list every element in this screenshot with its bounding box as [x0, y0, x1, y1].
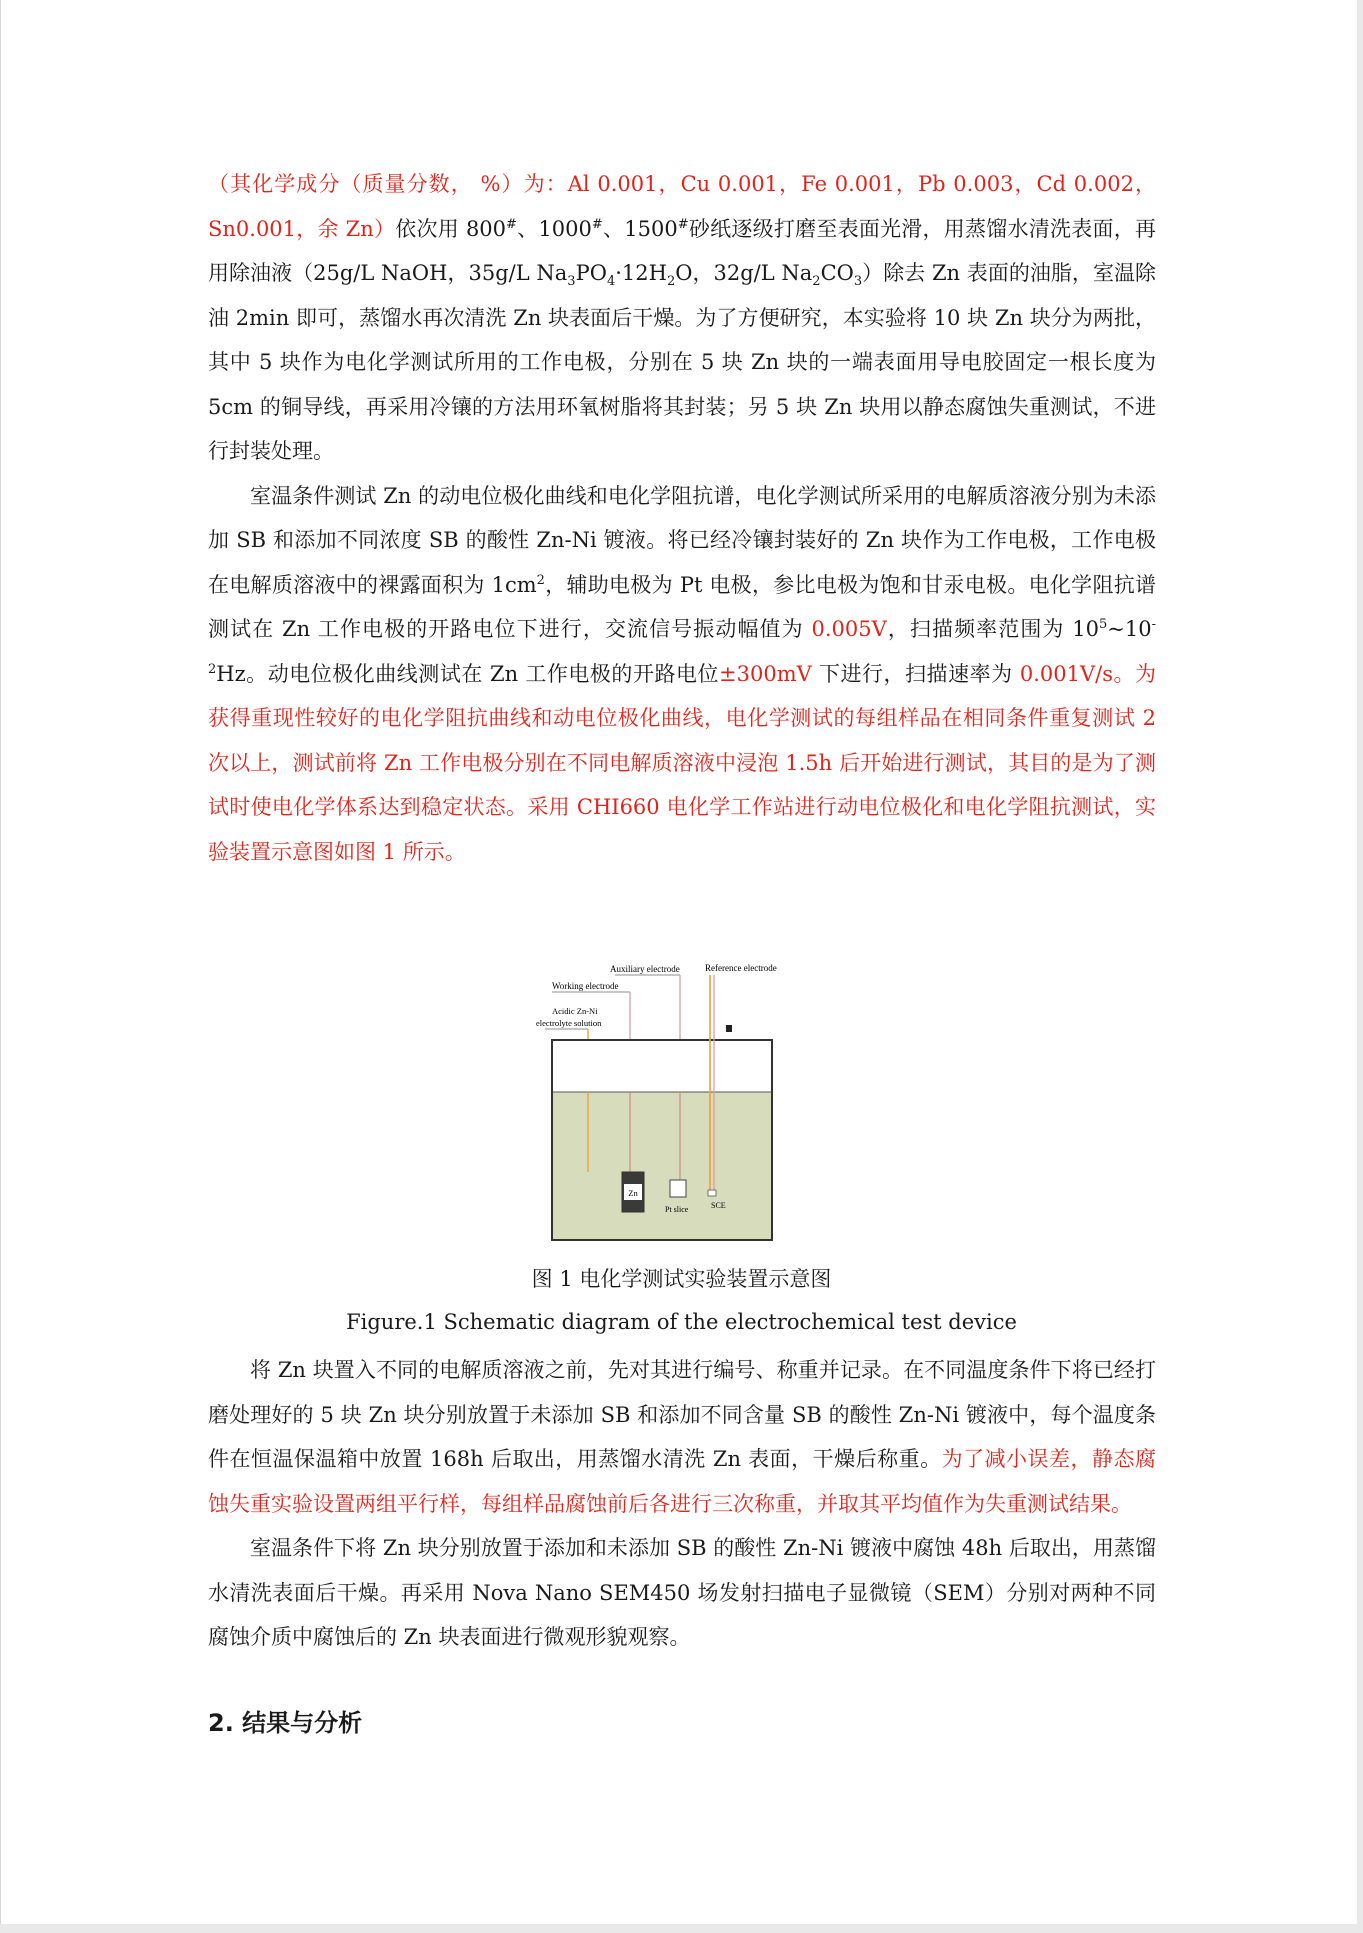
figure-caption-english: Figure.1 Schematic diagram of the electrochemical test device: [346, 1310, 1017, 1334]
page-edge-left: [0, 0, 1, 1933]
superscript: 2: [536, 572, 545, 588]
text-run: CO: [820, 261, 854, 285]
label-solution-line2: electrolyte solution: [536, 1018, 602, 1028]
subscript: 3: [853, 274, 863, 290]
apparatus-diagram: [530, 962, 800, 1245]
page-edge-right: [1357, 0, 1363, 1933]
text-run: ，辅助电极为 Pt 电极，参比电极为饱和甘汞电极。电化学阻抗谱测试在 Zn 工作电极的开路电位下进行，交流信号振动幅值为: [208, 572, 1157, 641]
body-text-lower: [208, 1348, 1156, 1660]
text-run: ，扫描频率范围为 10: [886, 617, 1099, 641]
highlight-text: 0.001V/s。为获得重现性较好的电化学阻抗曲线和动电位极化曲线，电化学测试的每组样品在相同条件重复测试 2 次以上，测试前将 Zn 工作电极分别在不同电解质溶液中浸泡 1.5h 后开始进行测试，其目的是为了测试时使电化学体系达到稳定状态。采用 CHI660 电化学工作站进行动电位极化和电化学阻抗测试，实验装置示意图如图 1 所示。: [208, 661, 1156, 864]
text-run: ~10: [1107, 617, 1152, 641]
subscript: 3: [567, 274, 576, 290]
highlight-text: 0.005V: [811, 617, 887, 641]
composition-text: （其化学成分（质量分数， %）为：Al 0.001，Cu 0.001，Fe 0.001，Pb 0.003，Cd 0.002，Sn0.001，余 Zn）: [208, 172, 1156, 241]
subscript: 4: [606, 274, 616, 290]
text-run: 室温条件测试 Zn 的动电位极化曲线和电化学阻抗谱，电化学测试所采用的电解质溶液分别为未添加 SB 和添加不同浓度 SB 的酸性 Zn-Ni 镀液。将已经冷镶封装好的 Zn 块作为工作电极，工作电极在电解质溶液中的裸露面积为 1cm: [208, 483, 1156, 597]
text-run: ·12H: [615, 261, 667, 285]
label-auxiliary-electrode: Auxiliary electrode: [610, 964, 680, 974]
text-run: 将 Zn 块置入不同的电解质溶液之前，先对其进行编号、称重并记录。在不同温度条件下将已经打磨处理好的 5 块 Zn 块分别放置于未添加 SB 和添加不同含量 SB 的酸性 Zn-Ni 镀液中，每个温度条件在恒温保温箱中放置 168h 后取出，用蒸馏水清洗 Zn 表面，干燥后称重。: [208, 1358, 1156, 1471]
text-run: 砂纸逐级打磨至表面光滑，用蒸馏水清洗表面，再用除油液（25g/L NaOH，35g/L Na: [208, 216, 1156, 285]
text-run: 、1500: [602, 216, 678, 241]
text-run: Hz。动电位极化曲线测试在 Zn 工作电极的开路电位: [216, 661, 720, 686]
paragraph-sem: 室温条件下将 Zn 块分别放置于添加和未添加 SB 的酸性 Zn-Ni 镀液中腐蚀 48h 后取出，用蒸馏水清洗表面后干燥。再采用 Nova Nano SEM450 场发射扫描电子显微镜（SEM）分别对两种不同腐蚀介质中腐蚀后的 Zn 块表面进行微观形貌观察。: [208, 1536, 1156, 1649]
paragraph-sample-preparation: [208, 162, 1156, 474]
page-edge-bottom: [0, 1924, 1363, 1933]
label-sce: SCE: [711, 1201, 726, 1210]
label-working-electrode: Working electrode: [552, 981, 619, 991]
pt-slice: [670, 1180, 686, 1197]
superscript: #: [506, 216, 517, 232]
label-pt-slice: Pt slice: [665, 1205, 689, 1214]
subscript: 2: [812, 274, 821, 290]
section-heading: 2. 结果与分析: [208, 1709, 363, 1737]
superscript: -2: [208, 617, 1157, 677]
text-run: 依次用 800: [395, 216, 507, 241]
subscript: 2: [666, 274, 676, 290]
electrolyte-solution: [553, 1092, 771, 1239]
text-run: 、1000: [516, 216, 592, 241]
superscript: #: [591, 216, 603, 232]
label-zn: Zn: [628, 1188, 638, 1198]
label-reference-electrode: Reference electrode: [705, 963, 777, 973]
text-run: PO: [575, 261, 607, 285]
text-run: O，32g/L Na: [675, 261, 813, 285]
text-run: 下进行，扫描速率为: [811, 661, 1020, 686]
paragraph-weight-loss: [208, 1348, 1156, 1526]
highlight-text: ±300mV: [719, 661, 812, 686]
paragraph-electrochemical-test: [208, 474, 1156, 875]
text-run: ）除去 Zn 表面的油脂，室温除油 2min 即可，蒸馏水再次清洗 Zn 块表面后干燥。为了方便研究，本实验将 10 块 Zn 块分为两批，其中 5 块作为电化学测试所用的工作电极，分别在 5 块 Zn 块的一端表面用导电胶固定一根长度为 5cm 的铜导线，再采用冷镶的方法用环氧树脂将其封装；另 5 块 Zn 块用以静态腐蚀失重测试，不进行封装处理。: [208, 261, 1156, 463]
sce-tip: [708, 1190, 716, 1196]
superscript: #: [677, 216, 689, 232]
body-text-upper: [208, 162, 1156, 874]
figure-test-device: [530, 962, 800, 1245]
highlight-text: 为了减小误差，静态腐蚀失重实验设置两组平行样，每组样品腐蚀前后各进行三次称重，并取其平均值作为失重测试结果。: [208, 1447, 1156, 1516]
reference-cap: [726, 1025, 732, 1032]
figure-caption-chinese: 图 1 电化学测试实验装置示意图: [531, 1267, 832, 1291]
superscript: 5: [1099, 617, 1108, 632]
label-solution-line1: Acidic Zn-Ni: [552, 1006, 598, 1016]
